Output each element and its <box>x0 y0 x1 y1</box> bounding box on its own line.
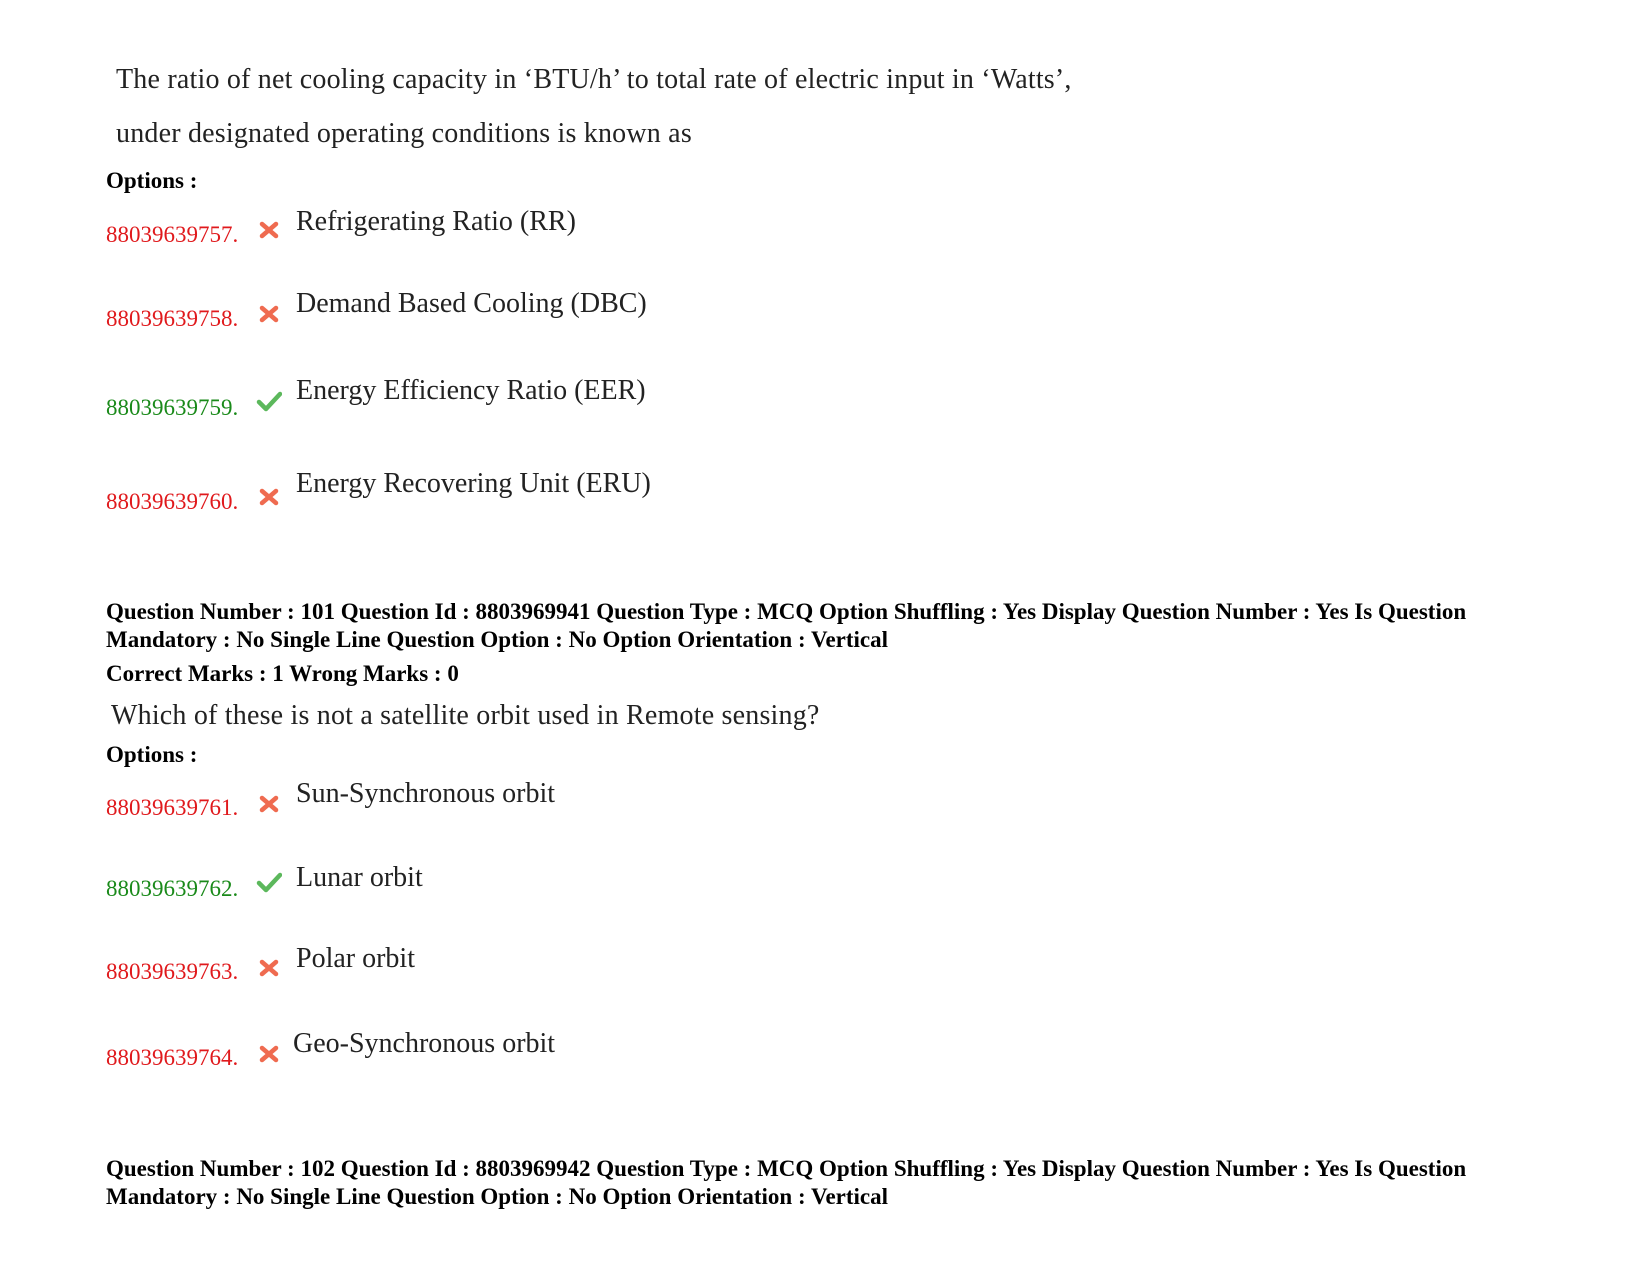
option-id: 88039639764. <box>106 1045 239 1070</box>
check-icon <box>256 390 282 412</box>
option-id: 88039639762. <box>106 876 239 901</box>
option-text: Polar orbit <box>296 943 415 974</box>
question-text: Which of these is not a satellite orbit used in Remote sensing? <box>111 700 820 731</box>
option-text: Geo-Synchronous orbit <box>293 1028 556 1059</box>
check-icon <box>256 871 282 893</box>
option-text: Refrigerating Ratio (RR) <box>296 206 576 237</box>
question-text-line2: under designated operating conditions is known as <box>116 118 692 149</box>
question-marks: Correct Marks : 1 Wrong Marks : 0 <box>106 661 459 686</box>
cross-icon <box>256 957 282 979</box>
option-id: 88039639759. <box>106 395 239 420</box>
option-id: 88039639760. <box>106 489 239 514</box>
option-text: Lunar orbit <box>296 862 423 893</box>
option-text: Demand Based Cooling (DBC) <box>296 288 647 319</box>
question-meta: Question Number : 101 Question Id : 8803969941 Question Type : MCQ Option Shuffling : Yes Display Question Number : Yes Is Question Mandatory : No Single Line Question Option : No Option Orientation : Vertical <box>106 599 1467 652</box>
question-text-line1: The ratio of net cooling capacity in ‘BTU/h’ to total rate of electric input in ‘Watts’, <box>116 64 1072 95</box>
option-text: Sun-Synchronous orbit <box>296 778 555 809</box>
options-label: Options : <box>106 168 198 193</box>
cross-icon <box>256 303 282 325</box>
option-text: Energy Efficiency Ratio (EER) <box>296 375 646 406</box>
cross-icon <box>256 486 282 508</box>
cross-icon <box>256 793 282 815</box>
options-label: Options : <box>106 742 198 767</box>
option-id: 88039639758. <box>106 306 239 331</box>
option-text: Energy Recovering Unit (ERU) <box>296 468 651 499</box>
option-id: 88039639761. <box>106 795 239 820</box>
cross-icon <box>256 219 282 241</box>
option-id: 88039639763. <box>106 959 239 984</box>
question-meta: Question Number : 102 Question Id : 8803969942 Question Type : MCQ Option Shuffling : Yes Display Question Number : Yes Is Question Mandatory : No Single Line Question Option : No Option Orientation : Vertical <box>106 1156 1467 1209</box>
cross-icon <box>256 1043 282 1065</box>
option-id: 88039639757. <box>106 222 239 247</box>
